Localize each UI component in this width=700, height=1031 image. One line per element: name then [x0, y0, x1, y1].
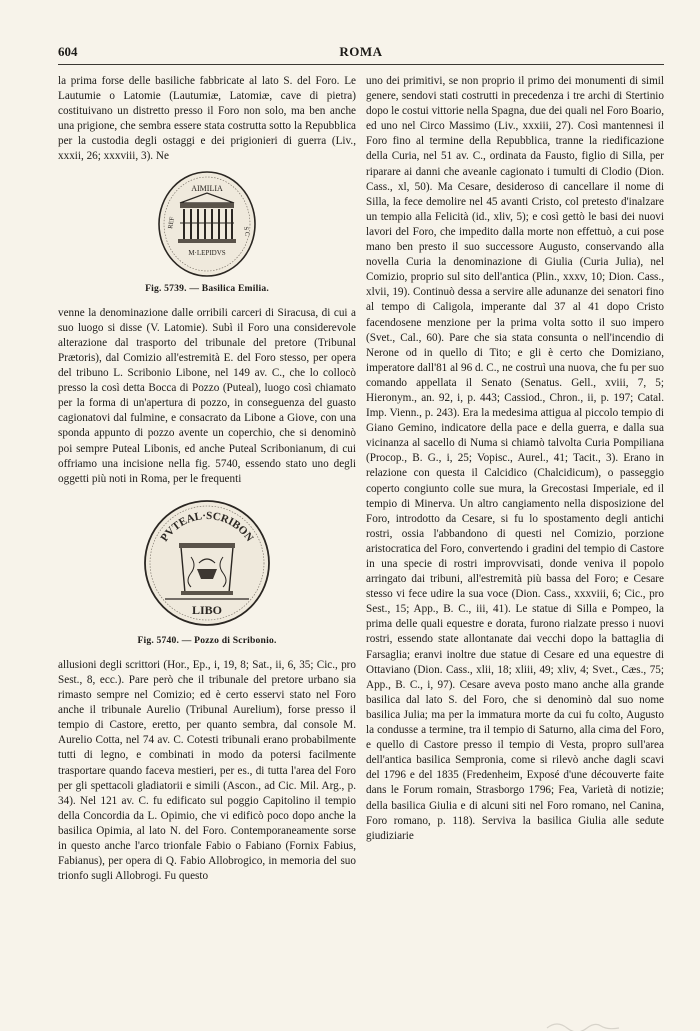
- paragraph-intro: la prima forse delle basiliche fabbricate al lato S. del Foro. Le Lautumie o Latomie (Lautumiæ, Latomiæ, cave di pietra) costituivano un distretto presso il Foro non solo, ma ben anche una prigione, che sembra essere stata costrutta sotto la Repubblica per la custodia degli ostaggi e dei prigionieri di guerra (Liv., xxxii, 26; xxxviii, 3). Ne: [58, 75, 356, 163]
- page-number: 604: [58, 44, 78, 59]
- paragraph-latomie: venne la denominazione dalle orribili carceri di Siracusa, di cui a suo luogo si disse (V. Latomie). Subì il Foro una considerevole alterazione dal trasporto del tribunale del pretore (Tribunal Prætoris), dal Comizio all'estremità E. del Foro stesso, per opera del tribuno L. Scribonio Libone, nel 149 av. C., che lo collocò presso la così detta Bocca di Pozzo (Puteal), luogo così chiamato per la forma di un'apertura di pozzo, in conseguenza del guasto cagionatovi dal fulmine, e consacrato da Libone a Giove, con una sponda appunto di pozzo avente un coperchio, che si denominò poi sempre Puteal Libonis, ed anche Puteal Scribonianum, di cui offriamo una incisione nella fig. 5740, essendo stato uno degli oggetti più noti in Roma, per le frequenti: [58, 306, 356, 485]
- coin-legend-ref: REF: [167, 215, 177, 229]
- figure-basilica-emilia: [58, 169, 356, 296]
- right-column: [366, 74, 664, 844]
- left-column: [58, 74, 356, 884]
- page-header: [58, 44, 664, 62]
- ink-smear-decoration: [545, 1018, 635, 1031]
- coin-puteal-illustration: [58, 497, 356, 629]
- coin-legend-aimilia: AIMILIA: [191, 183, 223, 193]
- coin-legend-libo: LIBO: [191, 602, 223, 617]
- figure-pozzo-scribonio: [58, 497, 356, 648]
- coin-basilica-emilia-illustration: [58, 169, 356, 279]
- figure-caption-5739: Fig. 5739. — Basilica Emilia.: [145, 282, 269, 294]
- figure-caption-5740: Fig. 5740. — Pozzo di Scribonio.: [137, 634, 277, 646]
- coin-legend-lepidus: M·LEPIDVS: [188, 248, 226, 257]
- coin-legend-sc: S C: [242, 225, 251, 237]
- coin-legend-puteal: PVTEAL·SCRIBON: [158, 509, 256, 544]
- running-title: ROMA: [339, 44, 383, 59]
- paragraph-tribunali: allusioni degli scrittori (Hor., Ep., i, 19, 8; Sat., ii, 6, 35; Cic., pro Sest., 8, ecc.). Pare però che il tribunale del pretore urbano sia rimasto sempre nel Comizio; ed è certo esservi stato nel Foro anche il tribunale Aurelio (Tribunal Aurelium), forse presso il tempio di Castore, eretto, per quanto sembra, dal console M. Aurelio Cotta, nel 74 av. C. Cotesti tribunali erano probabilmente tutti di legno, e combinati in modo da potersi facilmente trasportare quando faceva mestieri, per es., di tutta l'area del Foro per gli spettacoli gladiatorii e simili (Ascon., ad Cic. Mil. Arg., p. 34). Nel 121 av. C. fu edificato sul poggio Capitolino il tempio della Concordia da L. Opimio, che vi edificò poco dopo anche la basilica Opimia, al lato N. del Foro. Contemporaneamente sorse in questo anche l'arco trionfale Fabio o Fabiano (Fornix Fabius, Fabianus), per opera di Q. Fabio Allobrogico, in memoria del suo trionfo sugli Allobrogi. Fu questo: [58, 658, 356, 883]
- header-rule: [58, 64, 664, 65]
- paragraph-foro-curia: uno dei primitivi, se non proprio il primo dei monumenti di simil genere, sendovi stati costrutti in precedenza i tre archi di Stertinio dopo le costui vittorie nella Spagna, due dei quali nel Foro Boario, ed uno nel Circo Massimo (Liv., xxxiii, 27). Così mantennesi il Foro fino al termine della Repubblica, tranne la riedificazione della Curia, nel 51 av. C., ordinata da Fausto, figlio di Silla, per riparare ai danni che aveanle cagionato i tumulti di Clodio (Dion. Cass., xl, 50). Ma Cesare, desideroso di cancellare il nome di Silla, la fece demolire nel 45 avanti Cristo, col pretesto d'inalzare un tempio alla Felicità (id., xliv, 5); e così gettò le basi dei nuovi lavori del Foro, che impedito dalla morte non effettuò, a cui pose mano ben presto il suo successore Augusto, conservando alla novella Curia la denominazione di Giulia (Curia Julia), nel Comizio, proprio sul sito dell'antica (Plin., xxxv, 10; Dion. Cass., xlvii, 19). Continuò dessa a servire alle adunanze dei senatori fino al tempo di Caligola, imperante dal 37 al 41 dopo Cristo facendosene menzione per la prima volta sotto il suo impero (Svet., Cal., 60). Pare che sia stata consunta o nell'incendio di Nerone od in quello di Tito; e gli è certo che Domiziano, imperatore dall'81 al 96 d. C., ne costruì una nuova, che fu per suo comando appellata il Senato (Senatus. Gell., xviii, 7, 5; Hieronym., an. 92, i, p. 443; Cassiod., Chron., ii, p. 197; Catal. Imp. Vienn., p. 243). Era la medesima attigua al piccolo tempio di Giano Gemino, indicatore della pace e della guerra, e dalla sua vicinanza al sacello di Numa si chiamò talvolta Curia Pompiliana (Procop., B. G., i, 25; Vopisc., Aurel., 41; Tacit., 3). Erano in relazione con questa il Calcidico (Chalcidicum), o passeggio coperto congiunto colle sue mura, la Grecostasi Imperiale, ed il tempio di Minerva. Un altro cangiamento nella disposizione del Foro, introdotto da Cesare, si fu lo spostamento degli antichi rostri, ossia l'abbandono di questi nel Comizio, porzione aristocratica del Foro, convertendo i gradini del tempio di Castore in una specie di rostri improvvisati, donde veniva il popolo arringato dai tribuni, all'estremità più bassa del Foro; e Cesare stesso vi fece udire la sua voce (Dion. Cass., xxxviii, 6; Cic., pro Sest., 15; App., B. C., iii, 41). Le statue di Silla e Pompeo, la prima delle quali equestre e dorata, furono rialzate presso i nuovi rostri, essendo state allontanate dai vecchi dopo la battaglia di Farsaglia; eranvi inoltre due statue di Cesare ed una equestre di Ottaviano (Dion. Cass., xlii, 18; xliii, 49; xliv, 4; Svet., Cæs., 75; App., B. C., i, 97). Cesare aveva posto mano anche alla grande basilica dal lato S. del Foro, che si denominò dal suo nome basilica Julia; ma per la immatura morte da cui fu colto, Augusto la condusse a termine, tra il tempio di Saturno, alla cima del Foro, e quello di Castore presso il tempio di Vesta, propro sull'area dell'antica basilica Sempronia, come si rilevò anche dagli scavi del 1796 e del 1835 (Fredenheim, Exposé d'une découverte faite dans le Forum romain, Strasborgo 1796; Fea, Varietà di notizie; della basilica Giulia e di alcuni siti nel Foro romano, nel Canina, Foro romano, p. 118). Serviva la basilica Giulia alle sedute giudiziarie: [366, 75, 664, 842]
